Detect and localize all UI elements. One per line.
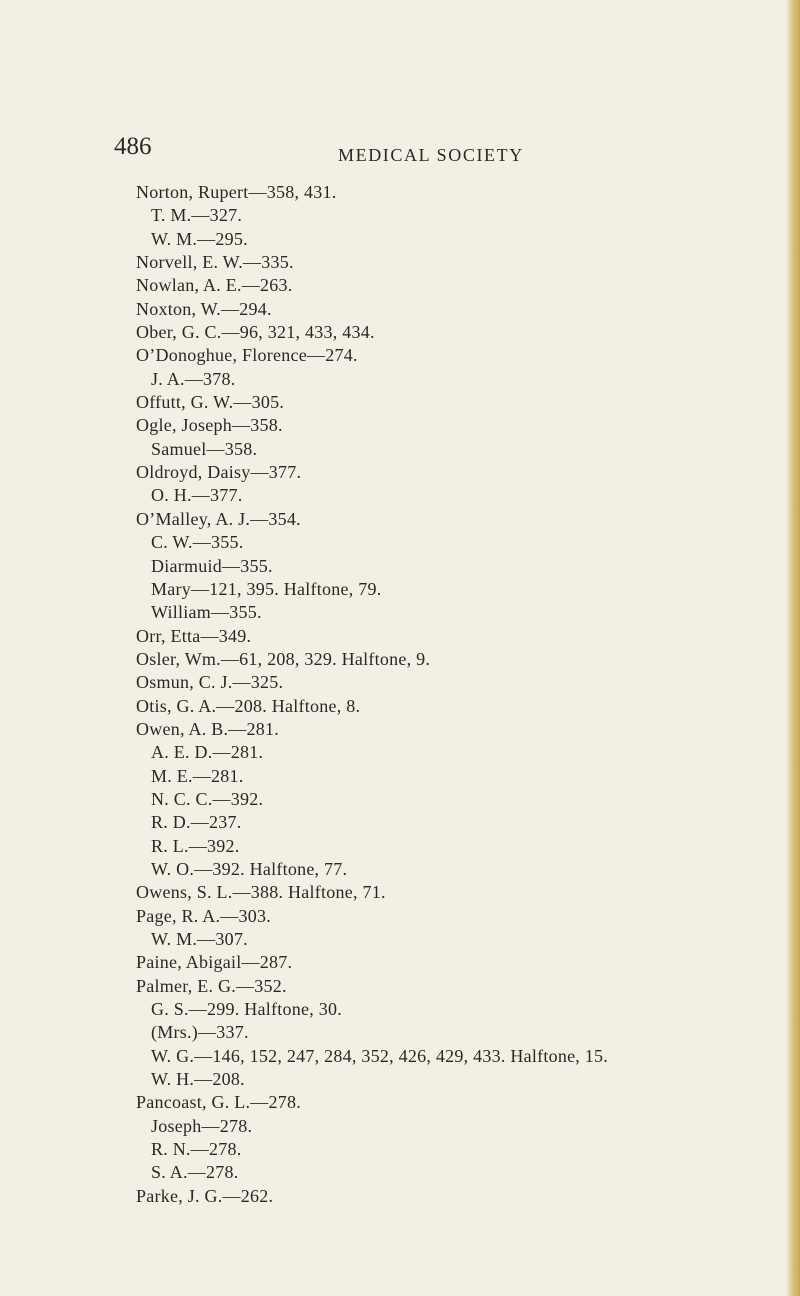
index-entry: Pancoast, G. L.—278. bbox=[136, 1092, 301, 1113]
index-entry: O’Donoghue, Florence—274. bbox=[136, 345, 358, 366]
index-entry: Mary—121, 395. Halftone, 79. bbox=[151, 578, 382, 599]
index-entry: O’Malley, A. J.—354. bbox=[136, 508, 301, 529]
index-entry: R. L.—392. bbox=[151, 835, 240, 856]
index-entry: S. A.—278. bbox=[151, 1162, 239, 1183]
index-entry: G. S.—299. Halftone, 30. bbox=[151, 999, 342, 1020]
index-entry: W. O.—392. Halftone, 77. bbox=[151, 858, 348, 879]
index-entry: Palmer, E. G.—352. bbox=[136, 975, 287, 996]
index-entry: Noxton, W.—294. bbox=[136, 298, 272, 319]
index-entry: T. M.—327. bbox=[151, 205, 243, 226]
index-entry: Samuel—358. bbox=[151, 438, 258, 459]
index-entry: Owens, S. L.—388. Halftone, 71. bbox=[136, 882, 386, 903]
index-entry: Orr, Etta—349. bbox=[136, 625, 252, 646]
index-entry: Parke, J. G.—262. bbox=[136, 1185, 274, 1206]
index-entry: M. E.—281. bbox=[151, 765, 244, 786]
index-entry: Owen, A. B.—281. bbox=[136, 718, 279, 739]
index-entry: Norvell, E. W.—335. bbox=[136, 252, 294, 273]
index-entry: W. H.—208. bbox=[151, 1069, 245, 1090]
index-entry: Offutt, G. W.—305. bbox=[136, 392, 285, 413]
index-entry: Joseph—278. bbox=[151, 1115, 253, 1136]
index-entry: Oldroyd, Daisy—377. bbox=[136, 462, 302, 483]
index-entry: J. A.—378. bbox=[151, 368, 236, 389]
page-number: 486 bbox=[114, 133, 152, 160]
index-entry: Otis, G. A.—208. Halftone, 8. bbox=[136, 695, 361, 716]
index-entry: Page, R. A.—303. bbox=[136, 905, 272, 926]
index-entry: N. C. C.—392. bbox=[151, 788, 264, 809]
index-entry: R. D.—237. bbox=[151, 812, 242, 833]
index-entry: W. M.—307. bbox=[151, 929, 248, 949]
index-entry: R. N.—278. bbox=[151, 1139, 242, 1160]
index-entry: Ogle, Joseph—358. bbox=[136, 415, 283, 436]
index-list bbox=[136, 181, 608, 1208]
index-entry: O. H.—377. bbox=[151, 485, 243, 506]
index-entry: (Mrs.)—337. bbox=[151, 1022, 249, 1043]
index-entry: W. M.—295. bbox=[151, 228, 248, 249]
index-entry: W. G.—146, 152, 247, 284, 352, 426, 429, 433. Halftone, 15. bbox=[151, 1045, 609, 1066]
index-entry: William—355. bbox=[151, 602, 262, 623]
page-edge-decoration bbox=[786, 0, 800, 1296]
index-entry: C. W.—355. bbox=[151, 532, 244, 553]
index-entry: Ober, G. C.—96, 321, 433, 434. bbox=[136, 322, 375, 343]
index-entry: Nowlan, A. E.—263. bbox=[136, 275, 293, 296]
index-entry: A. E. D.—281. bbox=[151, 742, 264, 763]
running-head: MEDICAL SOCIETY bbox=[338, 145, 524, 165]
index-entry: Osmun, C. J.—325. bbox=[136, 672, 284, 693]
index-entry: Norton, Rupert—358, 431. bbox=[136, 182, 337, 202]
index-entry: Paine, Abigail—287. bbox=[136, 952, 293, 973]
index-entry: Diarmuid—355. bbox=[151, 555, 273, 576]
index-entry: Osler, Wm.—61, 208, 329. Halftone, 9. bbox=[136, 648, 431, 669]
